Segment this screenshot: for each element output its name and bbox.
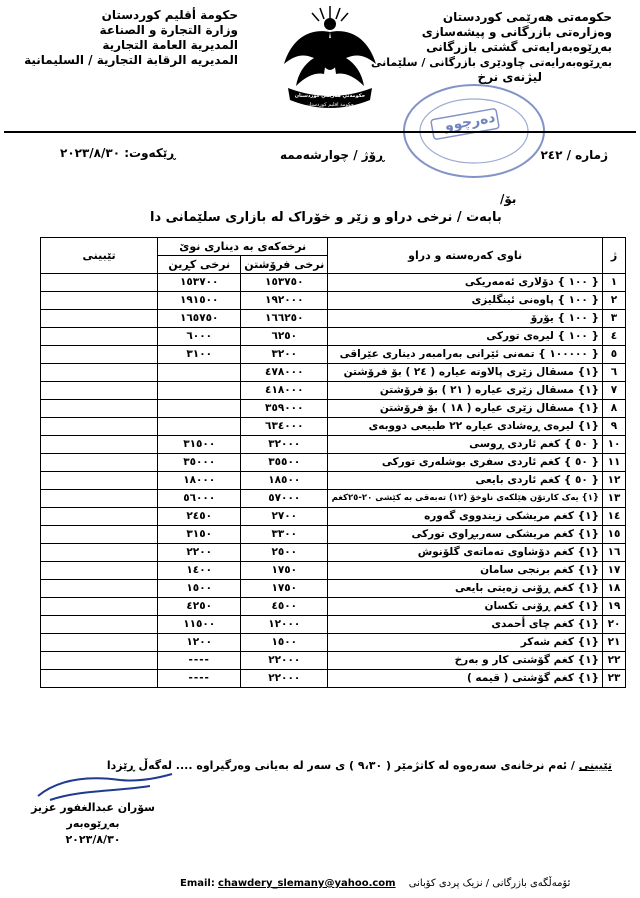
row-buy-price: ١٢٠٠ — [158, 634, 241, 652]
table-row — [41, 580, 626, 598]
row-sell-price: ١٢٠٠٠ — [241, 616, 328, 634]
row-buy-price: ٢٢٠٠ — [158, 544, 241, 562]
header-left-line: المديرية العامة التجارية — [102, 38, 238, 52]
row-number: ١٥ — [602, 526, 625, 544]
header-right-line: لیژنەی نرخ — [477, 70, 542, 84]
row-sell-price: ١٥٣٧٥٠ — [241, 274, 328, 292]
row-notes — [41, 364, 158, 382]
table-row — [41, 490, 626, 508]
row-sell-price: ٣٢٠٠٠ — [241, 436, 328, 454]
document-date: ڕێکەوت: ٢٠٢٣/٨/٣٠ — [60, 146, 176, 160]
row-name: { ١٠٠ } لیرەی تورکی — [328, 328, 603, 346]
header-left-line: وزارة التجارة و الصناعة — [99, 23, 238, 37]
row-sell-price: ٣٥٩٠٠٠ — [241, 400, 328, 418]
row-buy-price: ١٩١٥٠٠ — [158, 292, 241, 310]
row-number: ١٩ — [602, 598, 625, 616]
table-row — [41, 472, 626, 490]
row-number: ١٢ — [602, 472, 625, 490]
row-name: { ١٠٠ } پاوەنی ئینگلیزی — [328, 292, 603, 310]
row-notes — [41, 292, 158, 310]
row-buy-price: ١٦٥٧٥٠ — [158, 310, 241, 328]
header-right-line: بەڕێوەبەرایەتی گشتی بازرگانی — [426, 40, 612, 54]
table-row — [41, 454, 626, 472]
row-notes — [41, 310, 158, 328]
row-buy-price: ٢٤٥٠ — [158, 508, 241, 526]
row-notes — [41, 652, 158, 670]
signature-block — [28, 800, 158, 848]
row-notes — [41, 274, 158, 292]
row-buy-price: ٣٥٠٠٠ — [158, 454, 241, 472]
table-row — [41, 382, 626, 400]
row-name: { ١٠٠٠٠٠ } تمەنی ئێرانی بەرامبەر دیناری عێراقی — [328, 346, 603, 364]
row-buy-price: ٣١٥٠ — [158, 526, 241, 544]
row-number: ٩ — [602, 418, 625, 436]
row-sell-price: ١٧٥٠ — [241, 580, 328, 598]
table-row — [41, 400, 626, 418]
row-buy-price: ---- — [158, 670, 241, 688]
row-number: ١٤ — [602, 508, 625, 526]
table-row — [41, 562, 626, 580]
row-notes — [41, 544, 158, 562]
row-sell-price: ٥٧٠٠٠ — [241, 490, 328, 508]
row-sell-price: ١٩٢٠٠٠ — [241, 292, 328, 310]
row-buy-price: ١٨٠٠٠ — [158, 472, 241, 490]
table-row — [41, 274, 626, 292]
table-row — [41, 328, 626, 346]
row-sell-price: ٦٣٤٠٠٠ — [241, 418, 328, 436]
header-right — [371, 10, 612, 85]
signer-name: سۆران عبدالغفور عزیز — [31, 801, 155, 814]
row-notes — [41, 382, 158, 400]
row-number: ٤ — [602, 328, 625, 346]
footer-address: ئۆمەڵگەی بازرگانی / نزیک پردی کۆبانی — [408, 878, 571, 889]
row-buy-price: ١٥٠٠ — [158, 580, 241, 598]
row-name: {١} مسقال زێری پالاوتە عیارە ( ٢٤ ) بۆ فرۆشتن — [328, 364, 603, 382]
footnote-text: / ئەم نرخانەی سەرەوە لە کاتژمێر ( ٩،٣٠ ) ی سەر لە بەیانی وەرگیراوە .... لەگەڵ ڕێزدا — [106, 759, 575, 772]
recipient-to: بۆ/ — [500, 192, 517, 206]
row-number: ٢٣ — [602, 670, 625, 688]
row-name: {١} مسقال زێری عیارە ( ١٨ ) بۆ فرۆشتن — [328, 400, 603, 418]
row-sell-price: ٢٢٠٠٠ — [241, 670, 328, 688]
price-table — [40, 237, 626, 688]
header-right-line: وەزارەتی بازرگانی و پیشەسازی — [421, 25, 612, 39]
row-number: ٢١ — [602, 634, 625, 652]
row-notes — [41, 400, 158, 418]
header-sell: نرخی فرۆشتن — [241, 256, 328, 274]
row-sell-price: ٤١٨٠٠٠ — [241, 382, 328, 400]
header-name: ناوی کەرەستە و دراو — [328, 238, 603, 274]
row-sell-price: ١٧٥٠ — [241, 562, 328, 580]
row-name: { ١٠٠ } دۆلاری ئەمەریکی — [328, 274, 603, 292]
row-number: ٥ — [602, 346, 625, 364]
footnote-label: تێبینی — [578, 759, 612, 772]
row-sell-price: ٦٢٥٠ — [241, 328, 328, 346]
document-number: ژمارە / ٢٤٢ — [540, 148, 608, 162]
footer-email-link[interactable]: chawdery_slemany@yahoo.com — [218, 878, 396, 889]
table-row — [41, 526, 626, 544]
row-notes — [41, 634, 158, 652]
table-row — [41, 670, 626, 688]
price-table-body — [41, 274, 626, 688]
row-number: ٢٢ — [602, 652, 625, 670]
row-buy-price — [158, 364, 241, 382]
row-name: {١} یەک کارتۆن هێلکەی ناوخۆ (١٢) تەبەقی بە کێشی ٢٠-٢٥کغم — [328, 490, 603, 508]
table-row — [41, 292, 626, 310]
row-buy-price: ---- — [158, 652, 241, 670]
row-sell-price: ٣٥٥٠٠ — [241, 454, 328, 472]
row-notes — [41, 526, 158, 544]
row-buy-price — [158, 400, 241, 418]
row-name: {١} کغم برنجی سامان — [328, 562, 603, 580]
row-notes — [41, 418, 158, 436]
header-right-line: بەڕێوەبەرایەتی چاودێری بازرگانی / سلێمانی — [371, 56, 612, 69]
row-name: {١} کغم گۆشتی ( قیمە ) — [328, 670, 603, 688]
row-sell-price: ٤٧٨٠٠٠ — [241, 364, 328, 382]
table-row — [41, 364, 626, 382]
footer — [180, 878, 570, 889]
table-row — [41, 508, 626, 526]
row-sell-price: ١٦٦٢٥٠ — [241, 310, 328, 328]
row-name: { ٥٠ } کغم ئاردی ڕوسی — [328, 436, 603, 454]
row-buy-price: ٣١٥٠٠ — [158, 436, 241, 454]
row-number: ٨ — [602, 400, 625, 418]
header-left-line: حكومة أقليم كوردستان — [101, 8, 238, 22]
row-buy-price: ١٥٣٧٠٠ — [158, 274, 241, 292]
row-buy-price: ٤٢٥٠ — [158, 598, 241, 616]
row-buy-price: ١٤٠٠ — [158, 562, 241, 580]
row-notes — [41, 346, 158, 364]
header-left-line: المديريه الرقابة التجارية / السليمانية — [24, 53, 238, 67]
table-row — [41, 436, 626, 454]
signature-date: ٢٠٢٣/٨/٣٠ — [65, 833, 121, 846]
row-number: ١ — [602, 274, 625, 292]
row-notes — [41, 508, 158, 526]
row-buy-price: ٣١٠٠ — [158, 346, 241, 364]
row-sell-price: ٢٢٠٠٠ — [241, 652, 328, 670]
logo-text: حكومةتي هةريمي كوردستان — [294, 93, 366, 99]
row-buy-price: ٦٠٠٠ — [158, 328, 241, 346]
row-sell-price: ٢٧٠٠ — [241, 508, 328, 526]
row-name: {١} کغم گۆشتی کار و بەرخ — [328, 652, 603, 670]
row-buy-price — [158, 382, 241, 400]
row-notes — [41, 490, 158, 508]
row-number: ١٧ — [602, 562, 625, 580]
row-buy-price: ٥٦٠٠٠ — [158, 490, 241, 508]
row-sell-price: ٣٢٠٠ — [241, 346, 328, 364]
row-notes — [41, 598, 158, 616]
row-number: ١٠ — [602, 436, 625, 454]
header-price-group: نرخەکەی بە دیناری نوێ — [158, 238, 328, 256]
table-header-row — [41, 238, 626, 256]
row-number: ١٦ — [602, 544, 625, 562]
table-row — [41, 310, 626, 328]
row-notes — [41, 472, 158, 490]
table-row — [41, 598, 626, 616]
row-number: ٢٠ — [602, 616, 625, 634]
header-no: ژ — [602, 238, 625, 274]
row-sell-price: ٢٥٠٠ — [241, 544, 328, 562]
row-notes — [41, 328, 158, 346]
table-row — [41, 634, 626, 652]
document-subject: بابەت / نرخی دراو و زێر و خۆراک لە بازاری سلێمانی دا — [150, 210, 502, 225]
row-number: ٧ — [602, 382, 625, 400]
document-day: ڕۆژ / چوارشەممە — [280, 148, 385, 162]
header-right-line: حکومەتی هەرێمی کوردستان — [442, 10, 612, 24]
table-row — [41, 652, 626, 670]
signer-title: بەڕێوەبەر — [66, 817, 120, 830]
row-number: ١٣ — [602, 490, 625, 508]
row-name: {١} کغم ڕۆنی تکسان — [328, 598, 603, 616]
row-name: {١} کغم ڕۆنی زەیتی بایعی — [328, 580, 603, 598]
row-name: {١} کغم دۆشاوی تەماتەی گلۆنوش — [328, 544, 603, 562]
header-buy: نرخی کڕین — [158, 256, 241, 274]
row-name: {١} مسقال زێری عیارە ( ٢١ ) بۆ فرۆشتن — [328, 382, 603, 400]
row-name: { ٥٠ } کغم ئاردی سفری بوشلەری تورکی — [328, 454, 603, 472]
row-sell-price: ١٨٥٠٠ — [241, 472, 328, 490]
row-notes — [41, 436, 158, 454]
table-row — [41, 616, 626, 634]
row-name: { ٥٠ } کغم ئاردی بایعی — [328, 472, 603, 490]
row-name: {١} کغم مریشکی زیندووی گەورە — [328, 508, 603, 526]
logo-text-ar: حكومة أقليم كوردستان — [306, 102, 354, 108]
row-name: {١} کغم مریشکی سەربڕاوی تورکی — [328, 526, 603, 544]
stamp-text: دەرچوو — [443, 109, 497, 135]
row-notes — [41, 580, 158, 598]
row-buy-price: ١١٥٠٠ — [158, 616, 241, 634]
footnote — [107, 759, 612, 772]
row-number: ١٨ — [602, 580, 625, 598]
row-notes — [41, 454, 158, 472]
row-name: {١} لیرەی ڕەشادی عیارە ٢٢ طبیعی دووبەی — [328, 418, 603, 436]
row-notes — [41, 562, 158, 580]
row-notes — [41, 616, 158, 634]
row-notes — [41, 670, 158, 688]
table-row — [41, 544, 626, 562]
row-name: {١} کغم شەکر — [328, 634, 603, 652]
row-name: { ١٠٠ } یۆرۆ — [328, 310, 603, 328]
row-name: {١} کغم چای أحمدی — [328, 616, 603, 634]
header-left — [18, 8, 238, 68]
row-sell-price: ١٥٠٠ — [241, 634, 328, 652]
header-notes: تێبینی — [41, 238, 158, 274]
table-row — [41, 418, 626, 436]
header-divider — [4, 131, 636, 133]
footer-email-label: Email: — [180, 878, 215, 889]
row-number: ٢ — [602, 292, 625, 310]
row-number: ١١ — [602, 454, 625, 472]
row-sell-price: ٣٣٠٠ — [241, 526, 328, 544]
row-sell-price: ٤٥٠٠ — [241, 598, 328, 616]
table-row — [41, 346, 626, 364]
row-number: ٣ — [602, 310, 625, 328]
row-buy-price — [158, 418, 241, 436]
row-number: ٦ — [602, 364, 625, 382]
